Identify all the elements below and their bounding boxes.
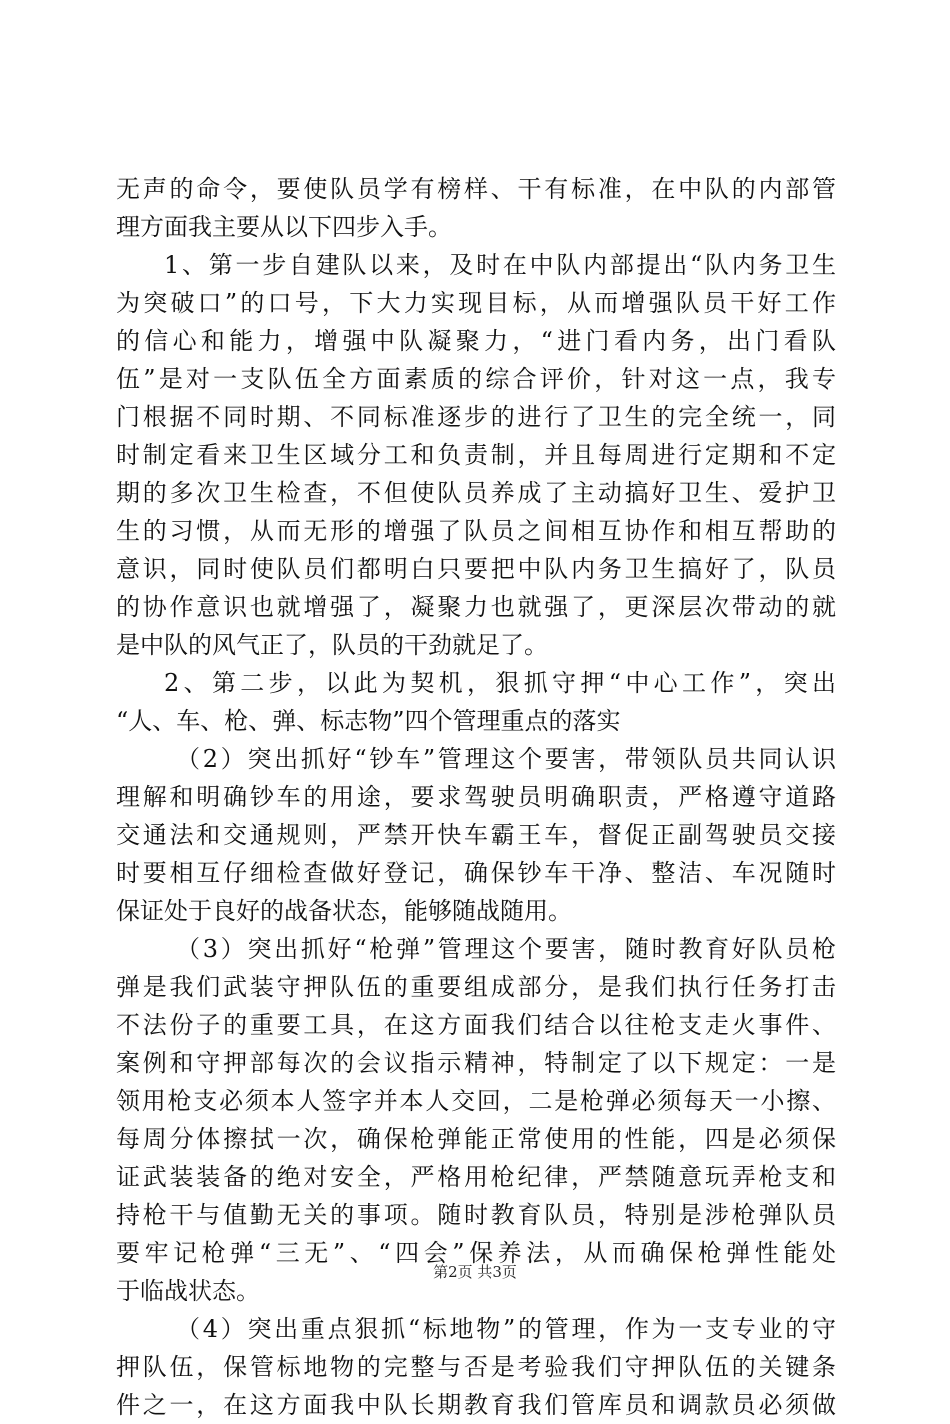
text-line: 无声的命令，要使队员学有榜样、干有标准，在中队的内部管 [116, 175, 836, 203]
text-line: 门根据不同时期、不同标准逐步的进行了卫生的完全统一，同 [116, 403, 836, 431]
text-line: 是中队的风气正了，队员的干劲就足了。 [116, 631, 548, 659]
text-line: “人、车、枪、弹、标志物”四个管理重点的落实 [116, 707, 621, 735]
text-line: 持枪干与值勤无关的事项。随时教育队员，特别是涉枪弹队员 [116, 1201, 836, 1229]
text-line: （3）突出抓好“枪弹”管理这个要害，随时教育好队员枪 [176, 935, 836, 963]
text-line: 的信心和能力，增强中队凝聚力，“进门看内务，出门看队 [116, 327, 836, 355]
text-line: 不法份子的重要工具，在这方面我们结合以往枪支走火事件、 [116, 1011, 836, 1039]
text-line: 意识，同时使队员们都明白只要把中队内务卫生搞好了，队员 [116, 555, 836, 583]
text-line: 为突破口”的口号，下大力实现目标，从而增强队员干好工作 [116, 289, 836, 317]
text-line: 弹是我们武装守押队伍的重要组成部分，是我们执行任务打击 [116, 973, 836, 1001]
page-number-footer: 第2页 共3页 [433, 1263, 517, 1281]
text-line: 每周分体擦拭一次，确保枪弹能正常使用的性能，四是必须保 [116, 1125, 836, 1153]
text-line: 领用枪支必须本人签字并本人交回，二是枪弹必须每天一小擦、 [116, 1087, 836, 1115]
text-line: （2）突出抓好“钞车”管理这个要害，带领队员共同认识 [176, 745, 836, 773]
text-line: 案例和守押部每次的会议指示精神，特制定了以下规定：一是 [116, 1049, 836, 1077]
text-line: 于临战状态。 [116, 1277, 260, 1305]
text-line: 理解和明确钞车的用途，要求驾驶员明确职责，严格遵守道路 [116, 783, 836, 811]
text-line: 时制定看来卫生区域分工和负责制，并且每周进行定期和不定 [116, 441, 836, 469]
text-line: 1、第一步自建队以来，及时在中队内部提出“队内务卫生 [164, 251, 836, 279]
text-line: 理方面我主要从以下四步入手。 [116, 213, 452, 241]
text-line: 2、第二步，以此为契机，狠抓守押“中心工作”，突出 [164, 669, 836, 697]
text-line: 件之一，在这方面我中队长期教育我们管库员和调款员必须做 [116, 1391, 836, 1419]
text-line: 时要相互仔细检查做好登记，确保钞车干净、整洁、车况随时 [116, 859, 836, 887]
text-line: 证武装装备的绝对安全，严格用枪纪律，严禁随意玩弄枪支和 [116, 1163, 836, 1191]
text-line: 伍”是对一支队伍全方面素质的综合评价，针对这一点，我专 [116, 365, 836, 393]
text-line: 要牢记枪弹“三无”、“四会”保养法，从而确保枪弹性能处 [116, 1239, 836, 1267]
text-line: （4）突出重点狠抓“标地物”的管理，作为一支专业的守 [176, 1315, 836, 1343]
text-line: 押队伍，保管标地物的完整与否是考验我们守押队伍的关键条 [116, 1353, 836, 1381]
text-line: 生的习惯，从而无形的增强了队员之间相互协作和相互帮助的 [116, 517, 836, 545]
text-line: 保证处于良好的战备状态，能够随战随用。 [116, 897, 572, 925]
text-line: 期的多次卫生检查，不但使队员养成了主动搞好卫生、爱护卫 [116, 479, 836, 507]
text-line: 的协作意识也就增强了，凝聚力也就强了，更深层次带动的就 [116, 593, 836, 621]
document-body [116, 170, 836, 1424]
text-line: 交通法和交通规则，严禁开快车霸王车，督促正副驾驶员交接 [116, 821, 836, 849]
